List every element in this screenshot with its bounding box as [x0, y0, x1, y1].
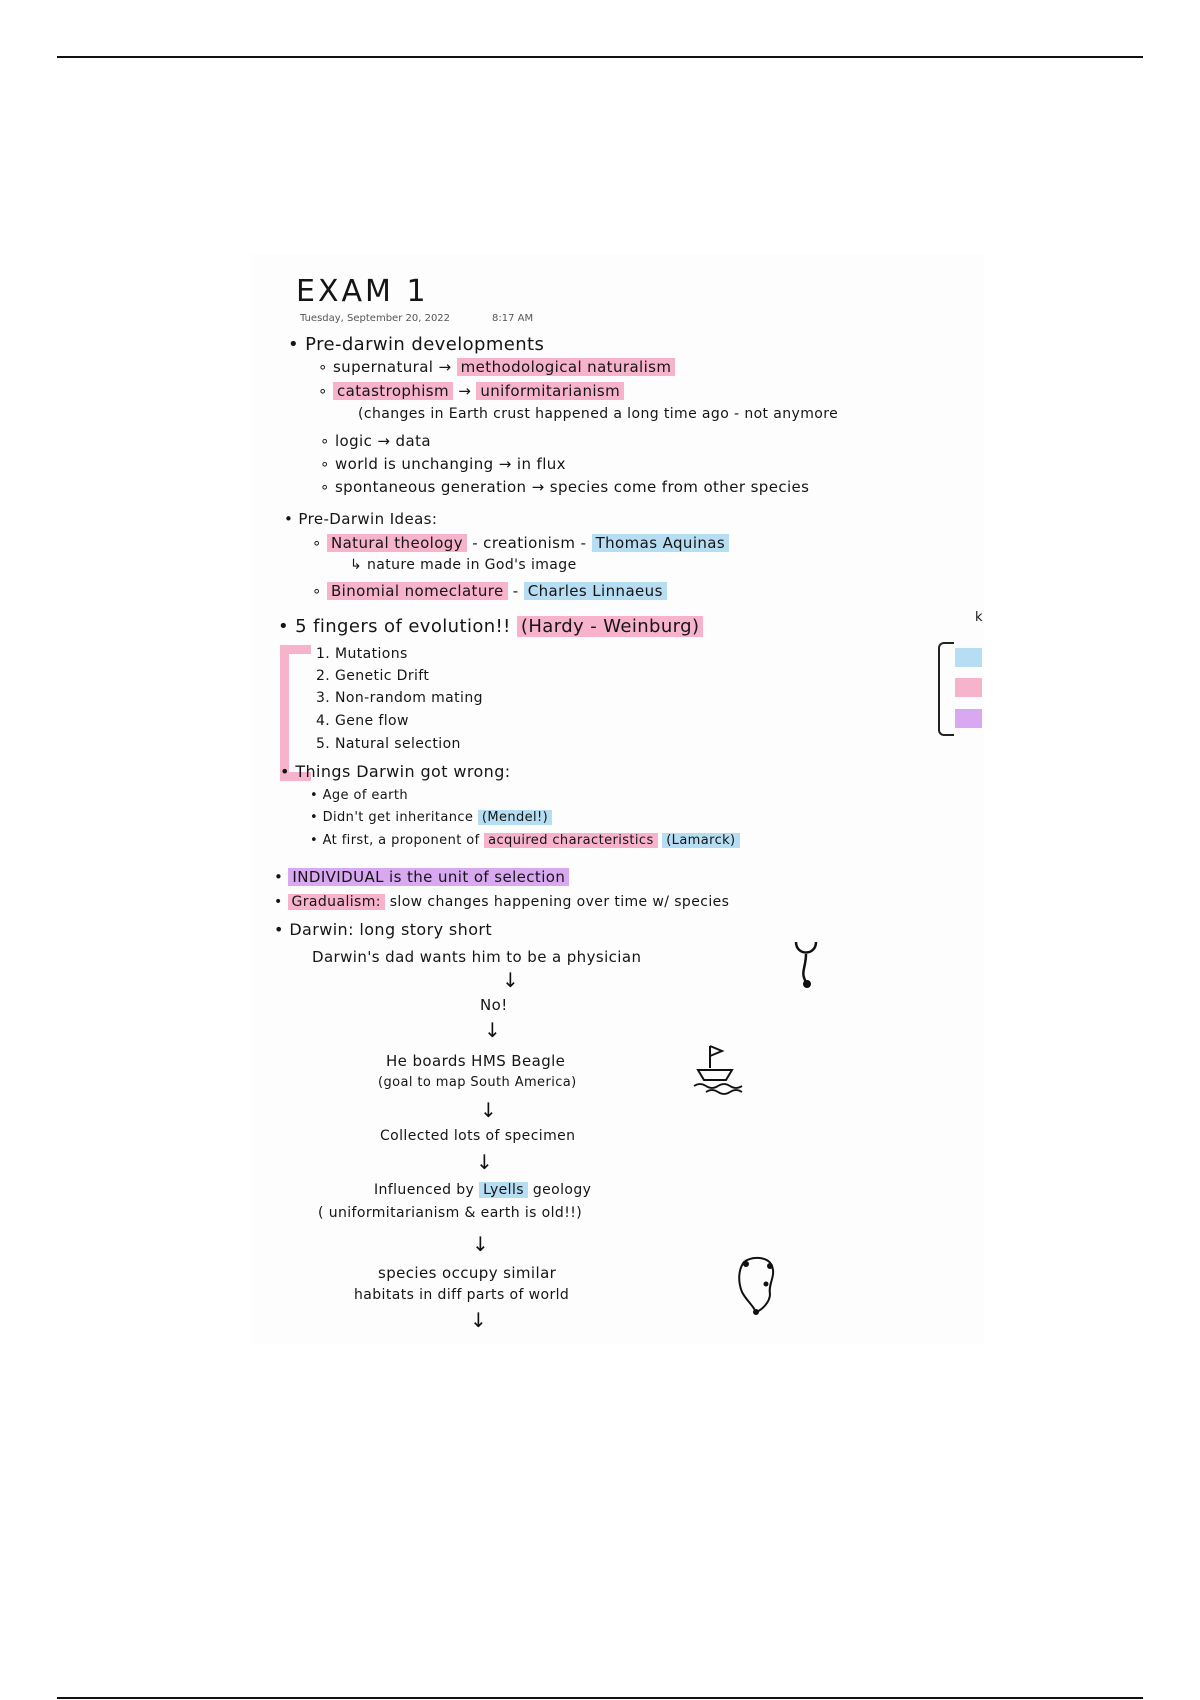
section-heading: • Pre-Darwin Ideas:: [284, 510, 438, 528]
note-line: ↳ nature made in God's image: [350, 557, 577, 573]
note-line: ∘ supernatural → methodological naturalism: [318, 358, 675, 376]
note-line: ∘ Natural theology - creationism - Thomas Aquinas: [312, 534, 729, 552]
section-heading: • 5 fingers of evolution!! (Hardy - Weinburg): [278, 616, 703, 637]
flow-arrow: ↓: [484, 1018, 501, 1042]
flow-step: habitats in diff parts of world: [354, 1287, 570, 1303]
section-heading: • Things Darwin got wrong:: [280, 762, 511, 781]
corner-mark: k: [975, 610, 983, 625]
note-line: ∘ world is unchanging → in flux: [320, 455, 566, 473]
stethoscope-icon: [792, 938, 822, 990]
section-heading: • Darwin: long story short: [274, 920, 493, 939]
flow-arrow: ↓: [472, 1232, 489, 1256]
flow-step: species occupy similar: [378, 1264, 557, 1282]
flow-step: ( uniformitarianism & earth is old!!): [318, 1205, 583, 1221]
list-item: 2. Genetic Drift: [316, 668, 430, 684]
note-line: ∘ logic → data: [320, 432, 431, 450]
legend-swatch-blue: [955, 648, 982, 667]
flow-arrow: ↓: [476, 1150, 493, 1174]
flow-arrow: ↓: [470, 1308, 487, 1332]
flow-arrow: ↓: [502, 968, 519, 992]
list-item: 3. Non-random mating: [316, 690, 483, 706]
note-line: • Gradualism: slow changes happening over time w/ species: [274, 894, 730, 910]
note-line: • Age of earth: [310, 788, 408, 803]
page-date: Tuesday, September 20, 2022: [300, 313, 451, 324]
page-time: 8:17 AM: [492, 313, 534, 324]
flow-step: (goal to map South America): [378, 1075, 577, 1090]
legend-bracket: [938, 642, 954, 736]
flow-step: He boards HMS Beagle: [386, 1052, 566, 1070]
page-title: EXAM 1: [296, 274, 429, 309]
list-item: 4. Gene flow: [316, 713, 409, 729]
legend-swatch-pink: [955, 678, 982, 697]
note-line: (changes in Earth crust happened a long time ago - not anymore: [358, 406, 839, 422]
note-line: ∘ spontaneous generation → species come from other species: [320, 478, 810, 496]
ship-icon: [692, 1042, 750, 1096]
pink-bracket: [280, 645, 311, 781]
note-line: ∘ Binomial nomeclature - Charles Linnaeus: [312, 582, 667, 600]
flow-step: No!: [480, 996, 508, 1014]
map-icon: [732, 1254, 780, 1316]
flow-arrow: ↓: [480, 1098, 497, 1122]
flow-step: Influenced by Lyells geology: [374, 1182, 592, 1198]
top-rule: [57, 56, 1143, 58]
bottom-rule: [57, 1697, 1143, 1699]
note-line: • Didn't get inheritance (Mendel!): [310, 810, 552, 825]
note-line: ∘ catastrophism → uniformitarianism: [318, 382, 624, 400]
section-heading: • Pre-darwin developments: [288, 334, 545, 355]
note-line: • INDIVIDUAL is the unit of selection: [274, 868, 569, 886]
note-line: • At first, a proponent of acquired characteristics (Lamarck): [310, 833, 740, 848]
flow-step: Darwin's dad wants him to be a physician: [312, 948, 642, 966]
list-item: 1. Mutations: [316, 646, 408, 662]
list-item: 5. Natural selection: [316, 736, 461, 752]
flow-step: Collected lots of specimen: [380, 1128, 576, 1144]
legend-swatch-purple: [955, 709, 982, 728]
